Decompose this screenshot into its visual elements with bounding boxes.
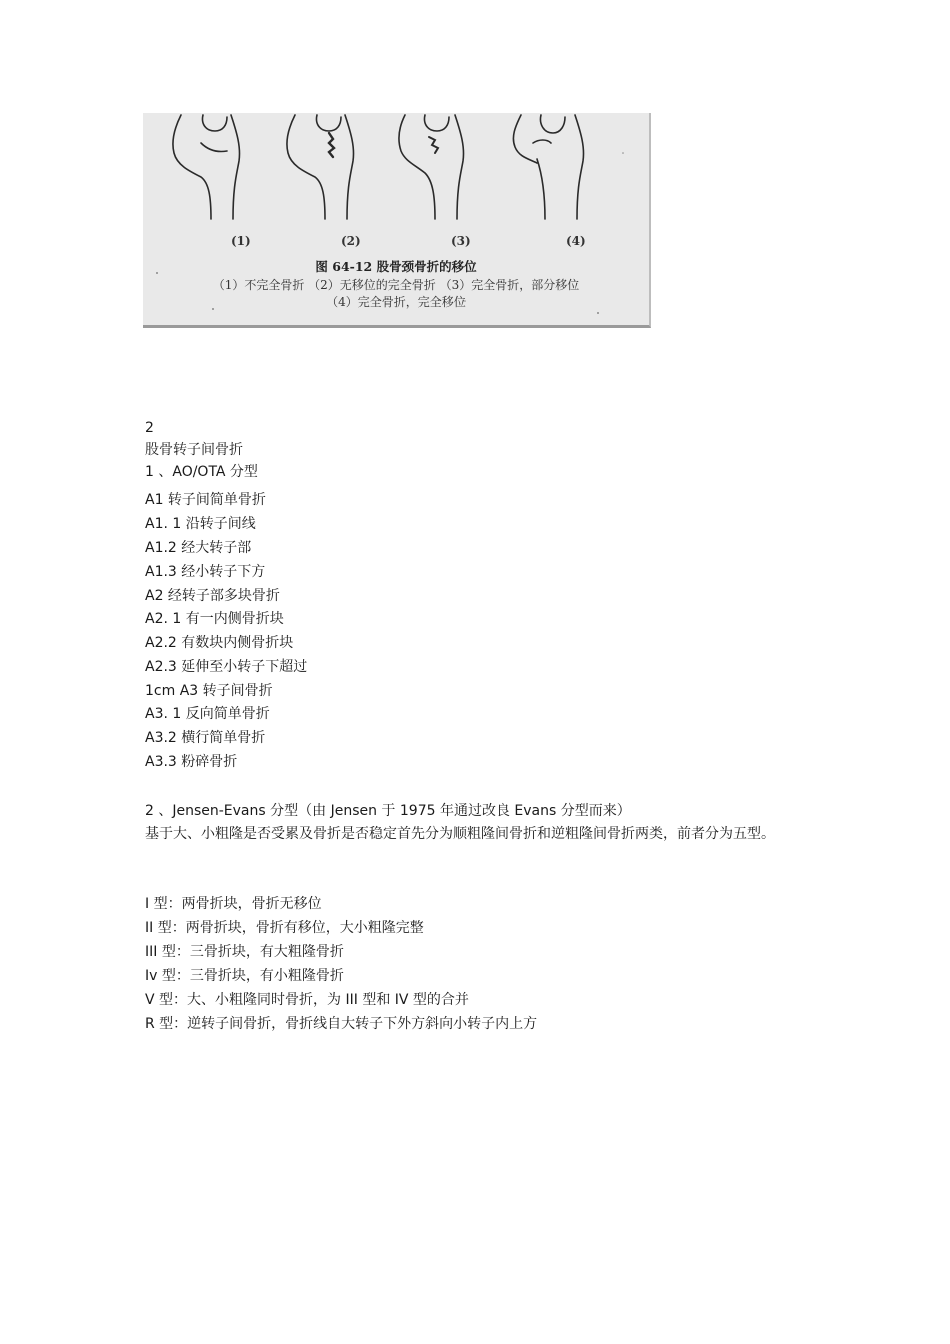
femur-panel-2 xyxy=(287,115,354,219)
je-type-item: R 型：逆转子间骨折，骨折线自大转子下外方斜向小转子内上方 xyxy=(145,1016,538,1032)
figure-caption-line-2: （4）完全骨折，完全移位 xyxy=(326,295,466,309)
jensen-evans-paragraph: 基于大、小粗隆是否受累及骨折是否稳定首先分为顺粗隆间骨折和逆粗隆间骨折两类，前者分为五型。 xyxy=(145,826,775,842)
figure-caption-line-1: （1）不完全骨折 （2）无移位的完全骨折 （3）完全骨折，部分移位 xyxy=(212,278,580,292)
section-title: 股骨转子间骨折 xyxy=(145,442,243,458)
je-type-item: III 型：三骨折块，有大粗隆骨折 xyxy=(145,944,344,960)
panel-label-3: (3) xyxy=(451,234,471,248)
panel-label-1: (1) xyxy=(231,234,251,248)
section-number: 2 xyxy=(145,420,154,436)
ao-item: A1.3 经小转子下方 xyxy=(145,564,266,580)
femur-panel-1 xyxy=(173,115,240,219)
ao-item: A3.3 粉碎骨折 xyxy=(145,754,238,770)
panel-label-4: (4) xyxy=(566,234,586,248)
ao-item: A3. 1 反向简单骨折 xyxy=(145,706,270,722)
figure-title: 图 64-12 股骨颈骨折的移位 xyxy=(315,259,477,274)
je-type-item: II 型：两骨折块，骨折有移位，大小粗隆完整 xyxy=(145,920,424,936)
ao-ota-heading: 1 、AO/OTA 分型 xyxy=(145,464,258,480)
jensen-evans-heading: 2 、Jensen-Evans 分型（由 Jensen 于 1975 年通过改良 Evans 分型而来） xyxy=(145,803,631,819)
ao-item: A1.2 经大转子部 xyxy=(145,540,252,556)
je-type-item: Iv 型：三骨折块，有小粗隆骨折 xyxy=(145,968,344,984)
ao-item: A1 转子间简单骨折 xyxy=(145,492,266,508)
je-type-item: V 型：大、小粗隆同时骨折，为 III 型和 IV 型的合并 xyxy=(145,992,469,1008)
ao-item: A2.3 延伸至小转子下超过 xyxy=(145,659,308,675)
panel-label-2: (2) xyxy=(341,234,361,248)
ao-item: A2.2 有数块内侧骨折块 xyxy=(145,635,294,651)
ao-item: A2 经转子部多块骨折 xyxy=(145,588,280,604)
je-type-item: I 型：两骨折块，骨折无移位 xyxy=(145,896,322,912)
ao-item: 1cm A3 转子间骨折 xyxy=(145,683,273,699)
ao-item: A2. 1 有一内侧骨折块 xyxy=(145,611,284,627)
femoral-neck-fracture-figure xyxy=(143,113,651,328)
ao-item: A1. 1 沿转子间线 xyxy=(145,516,256,532)
femur-panel-4 xyxy=(513,115,583,219)
ao-item: A3.2 横行简单骨折 xyxy=(145,730,266,746)
femur-panel-3 xyxy=(399,115,464,219)
